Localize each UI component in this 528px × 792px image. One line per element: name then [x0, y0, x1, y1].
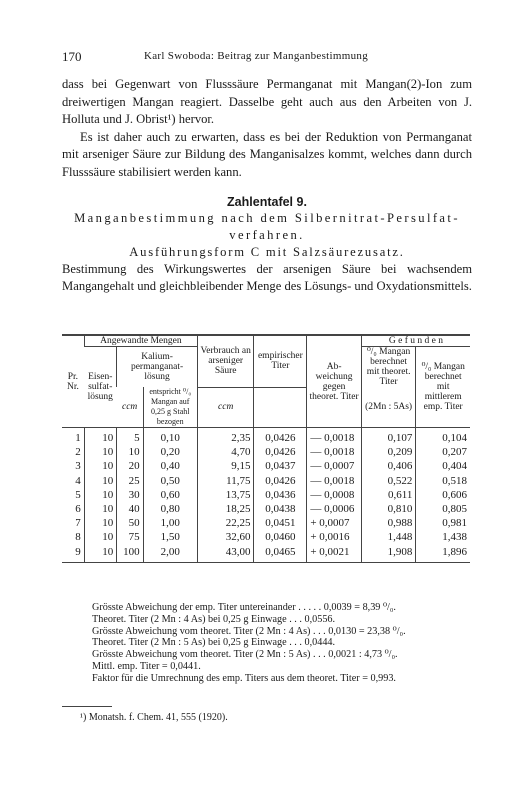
cell-abweichung: — 0,0018	[307, 474, 362, 488]
cell-mn-berechnet: 1,448	[361, 530, 416, 544]
cell-pr-nr: 8	[75, 531, 81, 544]
cell-mn-mittlerem: 0,606	[416, 488, 470, 502]
summary-line: Grösste Abweichung der emp. Titer untereinander . . . . . 0,0039 = 8,39 ⁰/₀.	[92, 602, 396, 613]
cell-kalium: 30	[117, 488, 143, 502]
cell-kalium: 50	[117, 516, 143, 530]
cell-pr-nr: 4	[75, 474, 81, 487]
page-header	[62, 49, 472, 65]
cell-mn-mittlerem: 1,896	[416, 545, 470, 563]
cell-pr-nr: 7	[75, 517, 81, 530]
table-row	[62, 459, 470, 473]
summary-line: Theoret. Titer (2 Mn : 5 As) bei 0,25 g Einwage . . . 0,0444.	[92, 637, 336, 649]
cell-entspricht: 0,50	[143, 474, 197, 488]
cell-eisen: 10	[84, 459, 116, 473]
footnote: ¹) Monatsh. f. Chem. 41, 555 (1920).	[80, 712, 228, 723]
table-body	[62, 428, 470, 563]
cell-verbrauch: 9,15	[197, 459, 254, 473]
cell-mn-berechnet: 1,908	[361, 545, 416, 563]
unit-ccm-kalium: ccm	[117, 387, 143, 428]
cell-pr-nr: 6	[75, 503, 81, 516]
cell-eisen: 10	[84, 545, 116, 563]
header-eisen: Eisen-sulfat-lösung	[84, 347, 116, 428]
cell-verbrauch: 2,35	[197, 428, 254, 446]
header-gefunden: G e f u n d e n	[361, 335, 470, 347]
cell-entspricht: 1,50	[143, 530, 197, 544]
unit-ccm-verbrauch: ccm	[197, 387, 254, 428]
cell-eisen: 10	[84, 502, 116, 516]
table-row	[62, 445, 470, 459]
table-subtitle: Manganbestimmung nach dem Silbernitrat-Persulfat-verfahren.	[74, 210, 460, 242]
cell-eisen: 10	[84, 516, 116, 530]
cell-entspricht: 0,60	[143, 488, 197, 502]
cell-kalium: 20	[117, 459, 143, 473]
cell-pr-nr: 3	[75, 460, 81, 473]
cell-mn-mittlerem: 0,207	[416, 445, 470, 459]
cell-pr-nr: 9	[62, 545, 84, 563]
table-row	[62, 530, 470, 544]
table-row	[62, 502, 470, 516]
paragraph-1: dass bei Gegenwart von Flusssäure Permanganat mit Mangan(2)-Ion zum dreiwertigen Mangan reagiert. Dasselbe geht auch aus den Arbeiten von J. Holluta und J. Obrist¹) hervor.	[62, 77, 472, 127]
cell-empirischer: 0,0426	[254, 445, 307, 459]
data-table	[62, 334, 470, 563]
cell-eisen: 10	[84, 445, 116, 459]
cell-mn-berechnet: 0,810	[361, 502, 416, 516]
header-mn-formula: (2Mn : 5As)	[361, 387, 416, 428]
footnote-rule	[62, 706, 112, 707]
cell-kalium: 10	[117, 445, 143, 459]
cell-mn-mittlerem: 0,805	[416, 502, 470, 516]
summary-line: Grösste Abweichung vom theoret. Titer (2 Mn : 4 As) . . . 0,0130 = 23,38 ⁰/₀.	[92, 625, 406, 637]
cell-mn-mittlerem: 0,104	[416, 428, 470, 446]
cell-eisen: 10	[84, 488, 116, 502]
header-mn-berechnet: ⁰/₀ Mangan berechnet mit theoret. Titer	[361, 347, 416, 388]
cell-abweichung: — 0,0018	[307, 428, 362, 446]
summary-line: Theoret. Titer (2 Mn : 4 As) bei 0,25 g Einwage . . . 0,0556.	[92, 613, 336, 625]
cell-kalium: 25	[117, 474, 143, 488]
cell-kalium: 75	[117, 530, 143, 544]
header-abweichung: Ab-weichung gegen theoret. Titer	[307, 335, 362, 428]
cell-verbrauch: 22,25	[197, 516, 254, 530]
cell-verbrauch: 18,25	[197, 502, 254, 516]
cell-empirischer: 0,0437	[254, 459, 307, 473]
cell-mn-mittlerem: 1,438	[416, 530, 470, 544]
cell-mn-berechnet: 0,611	[361, 488, 416, 502]
cell-eisen: 10	[84, 474, 116, 488]
running-head: Karl Swoboda: Beitrag zur Manganbestimmung	[144, 50, 369, 62]
header-entspricht: entspricht ⁰/₀ Mangan auf 0,25 g Stahl bezogen	[143, 387, 197, 428]
table-title: Zahlentafel 9.	[227, 194, 307, 209]
cell-abweichung: — 0,0006	[307, 502, 362, 516]
table-row	[62, 474, 470, 488]
cell-verbrauch: 13,75	[197, 488, 254, 502]
cell-mn-mittlerem: 0,981	[416, 516, 470, 530]
cell-abweichung: — 0,0007	[307, 459, 362, 473]
cell-verbrauch: 43,00	[197, 545, 254, 563]
cell-kalium: 100	[117, 545, 143, 563]
table-row	[62, 516, 470, 530]
summary-block	[92, 602, 472, 685]
cell-mn-mittlerem: 0,404	[416, 459, 470, 473]
cell-empirischer: 0,0436	[254, 488, 307, 502]
table-row	[62, 428, 470, 446]
page-number: 170	[62, 49, 82, 64]
cell-verbrauch: 11,75	[197, 474, 254, 488]
cell-pr-nr: 1	[62, 428, 84, 446]
cell-abweichung: — 0,0008	[307, 488, 362, 502]
cell-mn-berechnet: 0,406	[361, 459, 416, 473]
cell-mn-berechnet: 0,209	[361, 445, 416, 459]
cell-eisen: 10	[84, 428, 116, 446]
header-mn-mittlerem: ⁰/₀ Mangan berechnet mit mittlerem emp. Titer	[416, 347, 470, 428]
header-verbrauch: Verbrauch an arseniger Säure	[197, 335, 254, 387]
summary-line: Mittl. emp. Titer = 0,0441.	[92, 660, 201, 672]
cell-kalium: 40	[117, 502, 143, 516]
cell-empirischer: 0,0438	[254, 502, 307, 516]
cell-mn-berechnet: 0,988	[361, 516, 416, 530]
cell-empirischer: 0,0460	[254, 530, 307, 544]
cell-mn-berechnet: 0,522	[361, 474, 416, 488]
table-lead-text: Bestimmung des Wirkungswertes der arsenigen Säure bei wachsendem Mangangehalt und gleichbleibender Menge des Lösungs- und Oxydationsmittels.	[62, 261, 472, 294]
cell-entspricht: 0,40	[143, 459, 197, 473]
cell-abweichung: — 0,0018	[307, 445, 362, 459]
empirischer-blank	[254, 387, 307, 428]
header-angewandte: Angewandte Mengen	[84, 335, 197, 347]
cell-eisen: 10	[84, 530, 116, 544]
cell-abweichung: + 0,0021	[307, 545, 362, 563]
cell-verbrauch: 32,60	[197, 530, 254, 544]
summary-line: Grösste Abweichung vom theoret. Titer (2 Mn : 5 As) . . . 0,0021 : 4,73 ⁰/₀.	[92, 649, 398, 661]
cell-pr-nr: 2	[75, 446, 81, 459]
body-text	[62, 76, 472, 296]
table-subsubtitle: Ausführungsform C mit Salzsäurezusatz.	[129, 244, 405, 259]
header-kalium: Kalium-permanganat-lösung	[117, 347, 198, 388]
summary-line: Faktor für die Umrechnung des emp. Titers aus dem theoret. Titer = 0,993.	[92, 672, 396, 684]
cell-empirischer: 0,0426	[254, 474, 307, 488]
cell-entspricht: 0,80	[143, 502, 197, 516]
header-empirischer: empirischer Titer	[254, 335, 307, 387]
cell-kalium: 5	[117, 428, 143, 446]
cell-empirischer: 0,0451	[254, 516, 307, 530]
cell-mn-mittlerem: 0,518	[416, 474, 470, 488]
header-pr-nr: Pr. Nr.	[62, 335, 84, 428]
cell-empirischer: 0,0465	[254, 545, 307, 563]
cell-pr-nr: 5	[75, 488, 81, 501]
cell-verbrauch: 4,70	[197, 445, 254, 459]
cell-entspricht: 2,00	[143, 545, 197, 563]
cell-abweichung: + 0,0016	[307, 530, 362, 544]
cell-entspricht: 0,10	[143, 428, 197, 446]
cell-entspricht: 1,00	[143, 516, 197, 530]
cell-empirischer: 0,0426	[254, 428, 307, 446]
paragraph-2: Es ist daher auch zu erwarten, dass es bei der Reduktion von Permanganat mit arseniger Säure zur Bildung des Manganisalzes kommt, welches dann durch Flusssäure stabilisiert werden kann.	[62, 129, 472, 179]
cell-entspricht: 0,20	[143, 445, 197, 459]
table-row	[62, 488, 470, 502]
cell-mn-berechnet: 0,107	[361, 428, 416, 446]
cell-abweichung: + 0,0007	[307, 516, 362, 530]
table-row	[62, 545, 470, 563]
